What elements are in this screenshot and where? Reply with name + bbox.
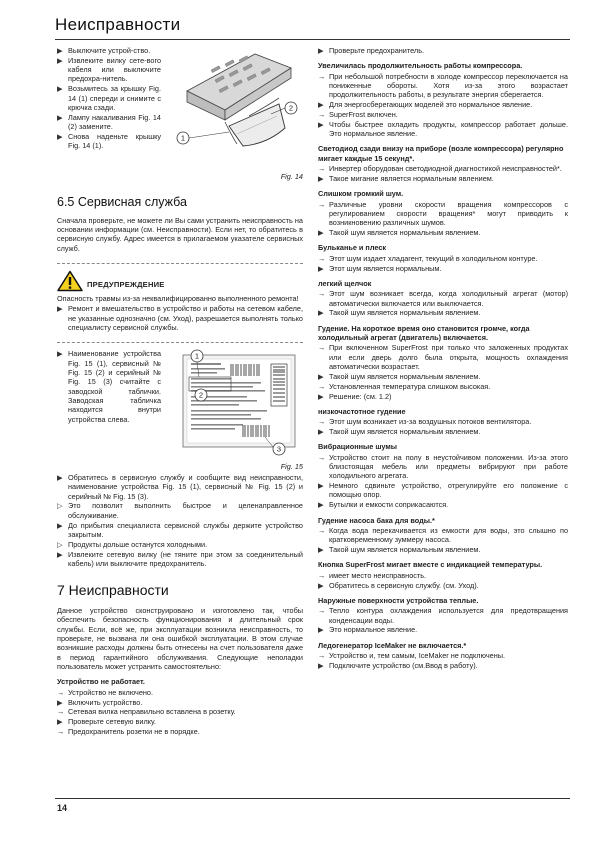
arrow-marker-icon: ▶ bbox=[318, 625, 324, 635]
list-item: ▶ Обратитесь в сервисную службу и сообщите вид неисправности, наименование устройства Fig. 15 (1), сервисный № Fig. 15 (2) и серийный № Fig. 15 (3). bbox=[57, 472, 303, 501]
list-item: ▶ Обратитесь в сервисную службу. (см. Уход). bbox=[318, 580, 479, 590]
list-item: ▶ Такой шум является нормальным явлением. bbox=[318, 228, 481, 238]
list-item: ▶ Для энергосберегающих моделей это нормальное явление. bbox=[318, 100, 533, 110]
cause-arrow-icon: → bbox=[318, 525, 326, 535]
troubleshooting-group bbox=[318, 442, 568, 509]
service-heading: 6.5 Сервисная служба bbox=[57, 194, 188, 209]
group-title: Кнопка SuperFrost мигает вместе с индикацией температуры. bbox=[318, 560, 543, 570]
arrow-marker-icon: ▶ bbox=[57, 84, 63, 94]
fig15-callout-2: 2 bbox=[198, 390, 204, 400]
right-column bbox=[318, 46, 568, 671]
troubleshooting-group bbox=[318, 596, 568, 635]
cause-arrow-icon: → bbox=[57, 707, 65, 717]
figure-15 bbox=[167, 349, 303, 471]
arrow-marker-icon: ▶ bbox=[318, 100, 324, 110]
warning-triangle-icon bbox=[57, 270, 83, 292]
arrow-marker-icon: ▶ bbox=[57, 520, 63, 530]
list-item: ▶ Проверьте предохранитель. bbox=[318, 46, 425, 55]
cause-arrow-icon: → bbox=[318, 452, 326, 462]
list-item: ▷ Продукты дольше останутся холодными. bbox=[57, 539, 208, 549]
group-title: Светодиод сзади внизу на приборе (возле компрессора) регулярно мигает каждые 15 секунд*. bbox=[318, 144, 564, 163]
list-item: ▶ Выключите устрой-ство. bbox=[57, 46, 151, 55]
page-number: 14 bbox=[57, 803, 68, 813]
list-item: ▶ Снова наденьте крышку Fig. 14 (1). bbox=[57, 131, 161, 151]
group-title: Гудение насоса бака для воды.* bbox=[318, 515, 435, 525]
list-item: ▶ Проверьте сетевую вилку. bbox=[57, 717, 156, 727]
arrow-marker-icon: ▶ bbox=[318, 426, 324, 436]
warning-header bbox=[57, 270, 303, 292]
list-item: → Этот шум возникает всегда, когда холодильный агрегат (мотор) автоматически включается или выключается. bbox=[318, 289, 568, 308]
group-title: Ледогенератор IceMaker не включается.* bbox=[318, 640, 467, 650]
list-item: ▶ Извлеките вилку сете-вого кабеля или выключите предохра-нитель. bbox=[57, 55, 161, 84]
list-item: ▶ До прибытия специалиста сервисной службы держите устройство закрытым. bbox=[57, 520, 303, 539]
list-item: → Установленная температура слишком высокая. bbox=[318, 381, 491, 391]
list-item: → Инвертер оборудован светодиодной диагностикой неисправностей*. bbox=[318, 164, 562, 174]
troubleshooting-group bbox=[318, 407, 568, 436]
list-item: ▶ Немного сдвиньте устройство, отрегулируйте его положение с помощью опор. bbox=[318, 481, 568, 500]
list-item: → Этот шум издает хладагент, текущий в холодильном контуре. bbox=[318, 253, 538, 263]
left-column bbox=[57, 46, 303, 737]
section-divider bbox=[57, 342, 303, 343]
cause-arrow-icon: → bbox=[57, 687, 65, 697]
troubleshooting-group bbox=[318, 324, 568, 401]
arrow-marker-icon: ▶ bbox=[318, 500, 324, 510]
arrow-marker-icon: ▶ bbox=[318, 580, 324, 590]
group-title: Вибрационные шумы bbox=[318, 442, 398, 452]
arrow-marker-icon: ▶ bbox=[57, 349, 63, 359]
warning-title: ПРЕДУПРЕЖДЕНИЕ bbox=[87, 280, 165, 290]
cause-arrow-icon: → bbox=[318, 417, 326, 427]
group-title: Слишком громкий шум. bbox=[318, 189, 404, 199]
group-title: Бульканье и плеск bbox=[318, 243, 387, 253]
group-title: низкочастотное гудение bbox=[318, 406, 406, 416]
arrow-marker-icon: ▶ bbox=[318, 545, 324, 555]
group-title: Гудение. На короткое время оно становится громче, когда холодильный агрегат (двигатель) включается. bbox=[318, 323, 530, 343]
fig15-caption: Fig. 15 bbox=[280, 461, 303, 471]
lamp-cover-illustration bbox=[167, 46, 303, 168]
arrow-marker-icon: ▶ bbox=[318, 391, 324, 401]
fig14-callout-2: 2 bbox=[288, 103, 294, 113]
malfunctions-paragraph: Данное устройство сконструировано и изготовлено так, чтобы обеспечить безопасность функционирования и длительный срок службы. Если, всё же, при эксплуатации возникла неисправность, то проверьте, не вызвана ли она ошибкой эксплуатации. В этом случае возникшие расходы должны быть отнесены на счет пользователя даже в период гарантийного обслуживания. Следующие неполадки пользователь может устранить самостоятельно: bbox=[57, 606, 303, 672]
figure-14 bbox=[167, 46, 303, 182]
list-item: ▶ Такое мигание является нормальным явлением. bbox=[318, 173, 494, 183]
list-item: → Когда вода перекачивается из емкости для воды, это слышно по кратковременному зуммеру насоса. bbox=[318, 525, 568, 545]
troubleshooting-group bbox=[318, 279, 568, 318]
list-item: ▶ Такой шум является нормальным явлением. bbox=[318, 308, 481, 318]
fig15-callout-1: 1 bbox=[194, 351, 200, 361]
list-item: ▶ Этот шум является нормальным. bbox=[318, 263, 442, 273]
cause-arrow-icon: → bbox=[57, 727, 65, 737]
arrow-marker-icon: ▶ bbox=[57, 549, 63, 559]
list-item: ▶ Извлеките сетевую вилку (не тяните при этом за соединительный кабель) или выключите предохранитель. bbox=[57, 549, 303, 568]
group-title: легкий щелчок bbox=[318, 278, 372, 288]
header-rule bbox=[55, 39, 570, 40]
list-item: ▶ Включить устройство. bbox=[57, 697, 143, 707]
page-header-title: Неисправности bbox=[55, 15, 181, 34]
lamp-steps-list bbox=[57, 46, 161, 182]
troubleshooting-group bbox=[318, 144, 568, 183]
cause-arrow-icon: → bbox=[318, 109, 326, 119]
troubleshooting-group bbox=[318, 243, 568, 272]
arrow-marker-icon: ▶ bbox=[57, 304, 63, 314]
troubleshooting-group bbox=[318, 641, 568, 670]
list-item: ▶ Такой шум является нормальным явлением. bbox=[318, 426, 481, 436]
troubleshooting-group bbox=[318, 516, 568, 555]
cause-arrow-icon: → bbox=[318, 570, 326, 580]
list-item: → Сетевая вилка неправильно вставлена в розетку. bbox=[57, 707, 236, 717]
arrow-marker-icon: ▶ bbox=[57, 46, 63, 55]
service-steps-list bbox=[57, 473, 303, 568]
arrow-marker-icon: ▶ bbox=[57, 55, 63, 65]
warning-block bbox=[57, 270, 303, 332]
list-item: → Этот шум возникает из-за воздушных потоков вентилятора. bbox=[318, 417, 532, 427]
arrow-marker-icon: ▶ bbox=[57, 717, 63, 727]
arrow-marker-icon: ▶ bbox=[318, 173, 324, 183]
list-item: → имеет место неисправность. bbox=[318, 570, 427, 580]
nameplate-illustration bbox=[167, 349, 303, 457]
group-title: Устройство не работает. bbox=[57, 677, 145, 687]
list-item: ▶ Такой шум является нормальным явлением. bbox=[318, 545, 481, 555]
list-item: ▶ Бутылки и емкости соприкасаются. bbox=[318, 500, 449, 510]
list-item: ▶ Возьмитесь за крышку Fig. 14 (1) спереди и снимите с крючка сзади. bbox=[57, 84, 161, 112]
list-item: ▶ Подключите устройство (см.Ввод в работу). bbox=[318, 660, 478, 670]
list-item: ▶ Чтобы быстрее охладить продукты, компрессор работает дольше. Это нормальное явление. bbox=[318, 119, 568, 139]
arrow-marker-icon: ▶ bbox=[318, 660, 324, 670]
list-item: ▷ Это позволит выполнить быстрое и целенаправленное обслуживание. bbox=[57, 501, 303, 520]
fig15-callout-3: 3 bbox=[276, 444, 282, 454]
list-item: → При включенном SuperFrost при только что заложенных продуктах или если дверь долго была открыта, мощность охлаждения автоматически возрастает. bbox=[318, 343, 568, 372]
list-item: → Предохранитель розетки не в порядке. bbox=[57, 727, 200, 737]
group-title: Увеличилась продолжительность работы компрессора. bbox=[318, 61, 523, 71]
list-item: ▶ Лампу накаливания Fig. 14 (2) замените. bbox=[57, 112, 161, 132]
list-item: → Устройство и, тем самым, IceMaker не подключены. bbox=[318, 651, 505, 661]
list-item: → Устройство стоит на полу в неустойчивом положении. Из-за этого близстоящая мебель или предметы вибрируют при работе холодильного агрегата. bbox=[318, 452, 568, 481]
cause-arrow-icon: → bbox=[318, 651, 326, 661]
list-item: → Различные уровни скорости вращения компрессоров с регулированием скорости вращения* могут приводить к возникновению различных шумов. bbox=[318, 199, 568, 228]
warning-intro: Опасность травмы из-за неквалифицированно выполненного ремонта! bbox=[57, 293, 299, 303]
list-item: ▶ Наименование устройства Fig. 15 (1), сервисный № Fig. 15 (2) и серийный № Fig. 15 (3) считайте с заводской таблички. Заводская табличка находится внутри устройства слева. bbox=[57, 349, 161, 424]
arrow-marker-icon: ▶ bbox=[318, 308, 324, 318]
fig14-callout-1: 1 bbox=[180, 133, 186, 143]
arrow-marker-icon: ▶ bbox=[57, 697, 63, 707]
not-working-group bbox=[57, 677, 303, 736]
list-item: ▶ Ремонт и вмешательство в устройство и работы на сетевом кабеле, не указанные однозначно (см. Уход), разрешается выполнять только специалисту сервисной службы. bbox=[57, 304, 303, 332]
arrow-marker-icon: ▶ bbox=[318, 46, 324, 55]
list-item: → Тепло контура охлаждения используется для предотвращения конденсации воды. bbox=[318, 606, 568, 625]
cause-arrow-icon: → bbox=[318, 606, 326, 616]
arrow-marker-icon: ▶ bbox=[318, 371, 324, 381]
cause-arrow-icon: → bbox=[318, 71, 326, 81]
troubleshooting-group bbox=[318, 61, 568, 138]
arrow-marker-icon: ▶ bbox=[318, 263, 324, 273]
footer-rule bbox=[55, 798, 570, 799]
section-divider bbox=[57, 263, 303, 264]
cause-arrow-icon: → bbox=[318, 381, 326, 391]
list-item: ▶ Это нормальное явление. bbox=[318, 625, 418, 635]
list-item: → Устройство не включено. bbox=[57, 687, 154, 697]
cause-arrow-icon: → bbox=[318, 343, 326, 353]
group-title: Наружные поверхности устройства теплые. bbox=[318, 595, 479, 605]
result-marker-icon: ▷ bbox=[57, 539, 63, 549]
list-item: → При небольшой потребности в холоде компрессор переключается на пониженные обороты. Хотя из-за этого возрастает продолжительность работы, в результате энергия сберегается. bbox=[318, 71, 568, 100]
list-item: ▶ Решение: (см. 1.2) bbox=[318, 391, 392, 401]
result-marker-icon: ▷ bbox=[57, 501, 63, 511]
troubleshooting-group bbox=[318, 560, 568, 589]
fig14-caption: Fig. 14 bbox=[280, 172, 303, 182]
troubleshooting-groups bbox=[318, 61, 568, 670]
lamp-replacement-section bbox=[57, 46, 303, 182]
cause-arrow-icon: → bbox=[318, 164, 326, 174]
list-item: ▶ Такой шум является нормальным явлением. bbox=[318, 371, 481, 381]
arrow-marker-icon: ▶ bbox=[318, 228, 324, 238]
malfunctions-heading: 7 Неисправности bbox=[57, 582, 169, 599]
cause-arrow-icon: → bbox=[318, 199, 326, 209]
nameplate-section bbox=[57, 349, 303, 471]
arrow-marker-icon: ▶ bbox=[318, 481, 324, 491]
list-item: → SuperFrost включен. bbox=[318, 109, 398, 119]
arrow-marker-icon: ▶ bbox=[57, 472, 63, 482]
cause-arrow-icon: → bbox=[318, 253, 326, 263]
arrow-marker-icon: ▶ bbox=[57, 112, 63, 122]
arrow-marker-icon: ▶ bbox=[318, 119, 324, 129]
troubleshooting-group bbox=[318, 189, 568, 237]
service-paragraph: Сначала проверьте, не можете ли Вы сами устранить неисправность на основании информации (см. Неисправности). Если нет, то обратитесь в сервисную службу. Адрес имеется в прилагаемом указателе сервисных служб. bbox=[57, 215, 303, 253]
cause-arrow-icon: → bbox=[318, 289, 326, 299]
arrow-marker-icon: ▶ bbox=[57, 131, 63, 141]
